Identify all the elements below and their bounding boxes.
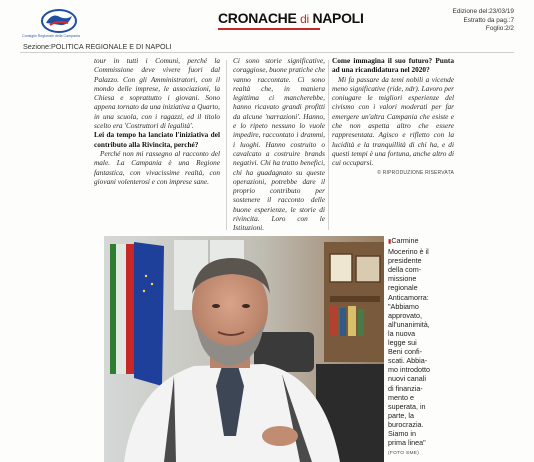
interview-answer: Perché non mi rassegno al racconto del male. La Campania è una Regione fantastica, con vivacissime realtà, con giovani volenterosi e con imprese sane. xyxy=(94,148,220,186)
caption-line: prima linea" xyxy=(388,438,426,448)
caption-line: all'unanimità, xyxy=(388,319,430,329)
sheet-number: Foglio:2/2 xyxy=(485,25,514,33)
interview-answer: Mi fa passare da temi nobili a vicende meno significative (ride, ndr). Lavoro per coniugare le migliori esperienze del civismo con i valori moderati per far emergere un'altra Campania che esiste e che non aspetta altro che essere rappresentata. Agisco e rifletto con la lucidità e la tranquillità di chi ha, e di questi tempi è una fortuna, anche altro di cui occuparsi. xyxy=(332,74,454,168)
caption-line: approvato, xyxy=(388,310,422,320)
caption-line: Mocerino è il xyxy=(388,247,429,257)
caption-line: Anticamorra: xyxy=(388,292,429,302)
caption-line: "Abbiamo xyxy=(388,301,419,311)
caption-line: burocrazia. xyxy=(388,419,424,429)
masthead-city: NAPOLI xyxy=(312,10,364,26)
article-column-1 xyxy=(94,56,220,186)
column-divider xyxy=(328,60,329,230)
caption-line-text: Carmine xyxy=(391,236,419,245)
caption-line: presidente xyxy=(388,256,422,266)
header-divider xyxy=(20,52,514,53)
caption-line: Siamo in xyxy=(388,428,416,438)
caption-line xyxy=(388,236,466,247)
clipping-header xyxy=(0,0,534,56)
caption-line: scati. Abbia- xyxy=(388,356,428,366)
column-2-paragraph: Ci sono storie significative, coraggiose, buone pratiche che vanno raccontate. Ci sono realtà che, in maniera legittima ci mancherebbe, hanno ricavato grandi profitti da alcune 'narrazioni'. Hanno, e lo ripeto nessuno lo vuole impedire, raccontato i drammi, i luoghi. Hanno costruito o cavalcato a costruire brands negativi. Chi ha tratto benefici, chi ha guadagnato su queste operazioni, potrebbe dare il proprio contributo per sostenere il racconto delle buone esperienze, le storie di rivincita. Loro con le Istituzioni. xyxy=(233,56,325,233)
article-column-3 xyxy=(332,56,454,178)
regional-council-logo-icon xyxy=(40,8,78,34)
caption-line: nuovi canali xyxy=(388,374,426,384)
caption-line: mo introdotto xyxy=(388,365,430,375)
interview-question: Come immagina il suo futuro? Punta ad una ricandidatura nel 2020? xyxy=(332,56,454,75)
column-divider xyxy=(226,60,227,230)
masthead-di: di xyxy=(300,12,309,26)
caption-line: della com- xyxy=(388,265,422,275)
portrait-photo xyxy=(104,236,384,462)
newspaper-masthead xyxy=(218,10,364,26)
article-column-2 xyxy=(233,56,325,233)
masthead-main: CRONACHE xyxy=(218,10,297,26)
edition-date: Edizione del:23/03/19 xyxy=(452,8,514,15)
caption-line: superata, in xyxy=(388,401,426,411)
caption-line: la nuova xyxy=(388,328,416,338)
caption-line: missione xyxy=(388,274,417,284)
interview-question: Lei da tempo ha lanciato l'iniziativa del contributo alla Rivincita, perché? xyxy=(94,130,220,149)
column-1-paragraph: tour in tutti i Comuni, perché la Commissione deve vivere fuori dal Palazzo. Con gli Amministratori, con il mondo delle imprese, le associazioni, la Chiesa e soprattutto i giovani. Sono appena tornato da una iniziativa a Quarto, in una scuola, con i ragazzi, ed il titolo scelto era 'Costruttori di legalità'. xyxy=(94,56,220,131)
section-label: Sezione:POLITICA REGIONALE E DI NAPOLI xyxy=(23,42,172,51)
caption-line: parte, la xyxy=(388,410,414,420)
photo-credit: (FOTO SME) xyxy=(388,451,420,457)
logo-caption: Consiglio Regionale della Campania xyxy=(22,34,80,38)
caption-line: di finanzia- xyxy=(388,383,423,393)
caption-line: regionale xyxy=(388,283,418,293)
copyright-notice: © RIPRODUZIONE RISERVATA xyxy=(377,169,454,176)
masthead-underline xyxy=(218,28,320,30)
caption-marker-icon: ▮ xyxy=(388,239,392,245)
extract-page: Estratto da pag.:7 xyxy=(463,16,514,24)
caption-line: Beni confi- xyxy=(388,347,422,357)
caption-line: mento e xyxy=(388,392,414,402)
edition-info xyxy=(453,8,514,34)
caption-line: legge sui xyxy=(388,338,417,348)
photo-caption xyxy=(388,236,466,458)
